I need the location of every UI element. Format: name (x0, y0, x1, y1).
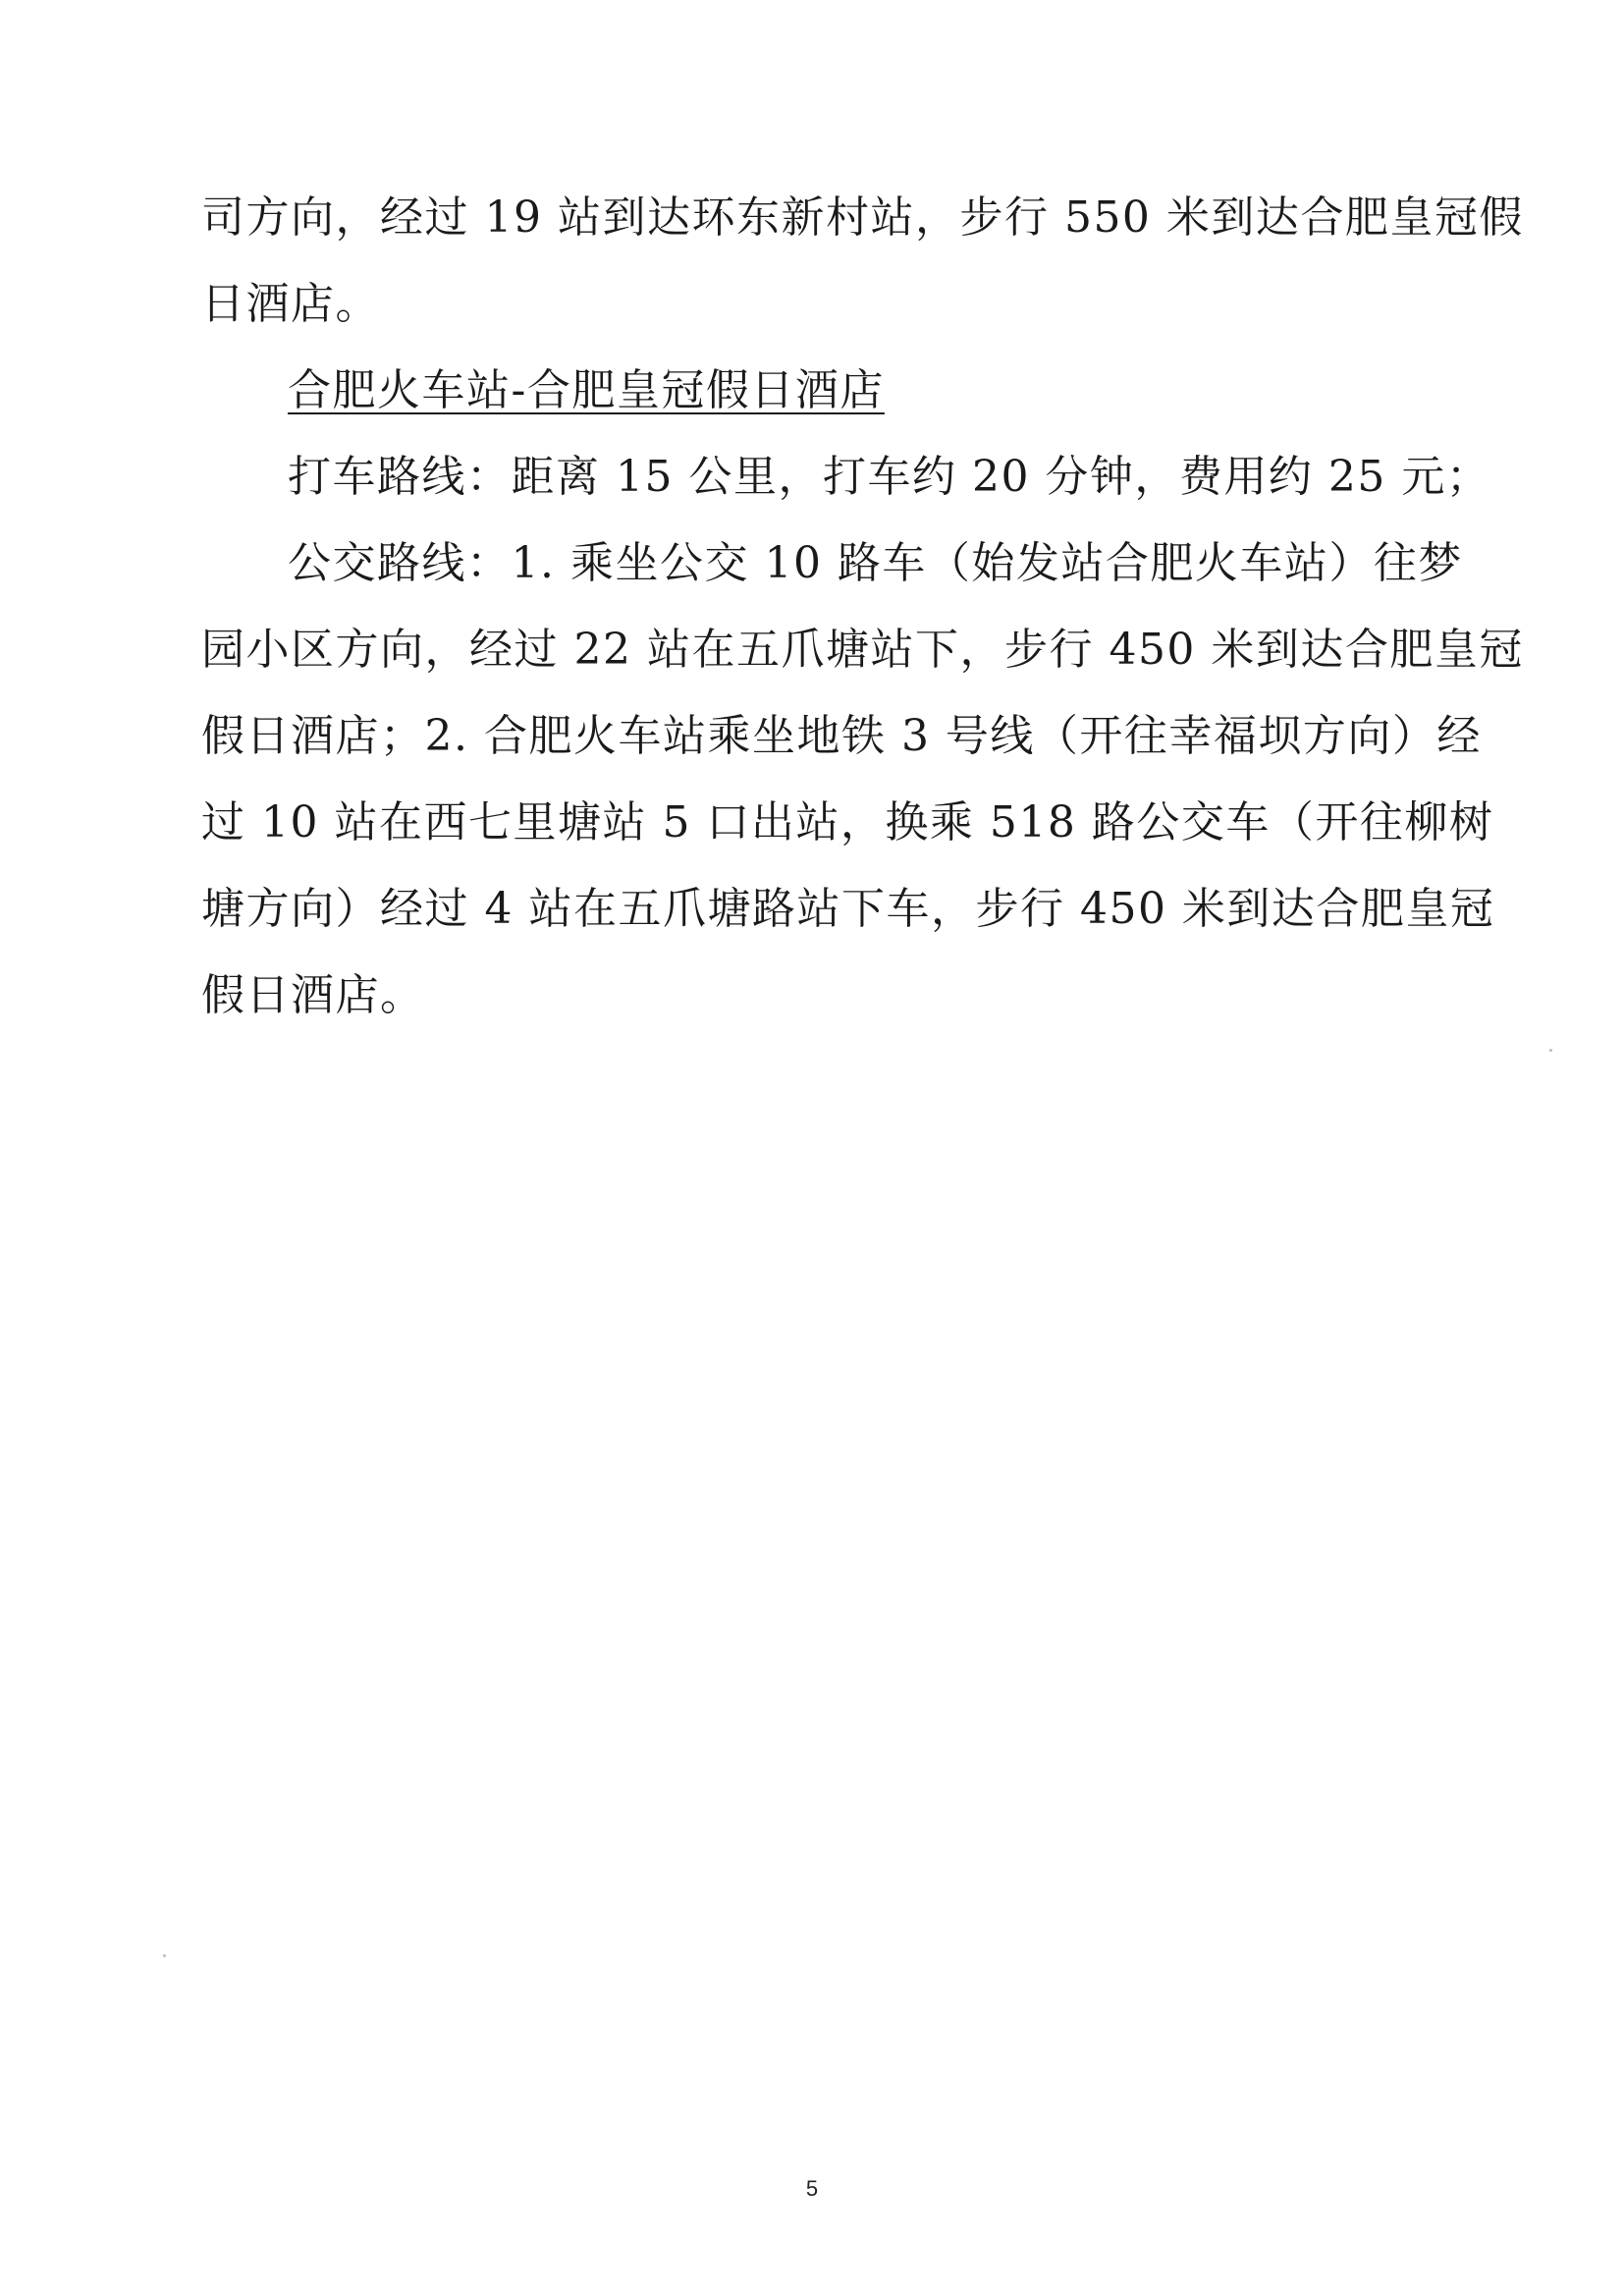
paragraph-line-1: 司方向，经过 19 站到达环东新村站，步行 550 米到达合肥皇冠假 (201, 192, 1524, 243)
bus-route-line-5: 塘方向）经过 4 站在五爪塘路站下车，步行 450 米到达合肥皇冠 (201, 884, 1495, 934)
scan-speck (163, 1954, 166, 1957)
section-heading-text: 合肥火车站-合肥皇冠假日酒店 (288, 365, 885, 415)
bus-route-line-1: 公交路线：1. 乘坐公交 10 路车（始发站合肥火车站）往梦 (288, 538, 1463, 588)
page-number: 5 (805, 2176, 819, 2201)
bus-route-line-2: 园小区方向，经过 22 站在五爪塘站下，步行 450 米到达合肥皇冠 (201, 625, 1524, 675)
bus-route-line-6: 假日酒店。 (201, 970, 425, 1020)
taxi-route-line: 打车路线：距离 15 公里，打车约 20 分钟，费用约 25 元； (288, 452, 1491, 502)
section-heading (201, 348, 1419, 434)
bus-route-line-4: 过 10 站在西七里塘站 5 口出站，换乘 518 路公交车（开往柳树 (201, 797, 1494, 847)
paragraph-line-2: 日酒店。 (201, 279, 380, 329)
scan-speck (1549, 1049, 1552, 1052)
document-body (201, 175, 1524, 1039)
bus-route-line-3: 假日酒店；2. 合肥火车站乘坐地铁 3 号线（开往幸福坝方向）经 (201, 711, 1482, 761)
